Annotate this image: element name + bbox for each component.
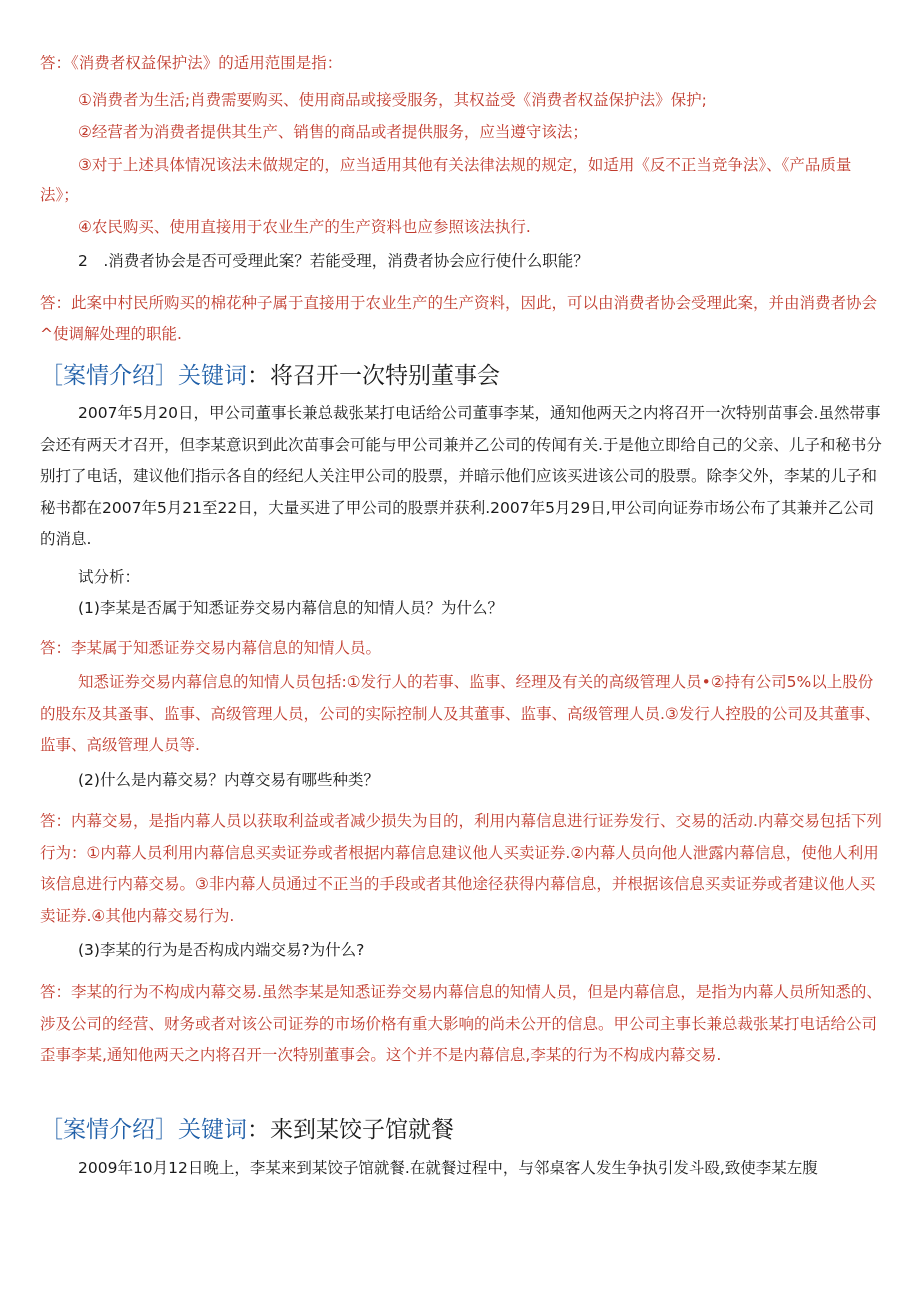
case-title: ：来到某饺子馆就餐 — [247, 1117, 454, 1143]
answer-intro: 答：《消费者权益保护法》的适用范围是指： — [40, 54, 343, 72]
answer-2b: 答：内幕交易，是指内幕人员以获取利益或者减少损失为目的，利用内幕信息进行证券发行、交易的活动.内幕交易包括下列行为：①内幕人员利用内幕信息买卖证券或者根据内幕信息建议他人买卖证券.②内幕人员向他人泄露内幕信息，使他人利用该信息进行内幕交易。③非内幕人员通过不正当的手段或者其他途径获得内幕信息，并根据该信息买卖证券或者建议他人买卖证券.④其他内幕交易行为. — [40, 812, 882, 925]
case-intro: 2007年5月20日，甲公司董事长兼总裁张某打电话给公司董事李某，通知他两天之内将召开一次特别苗事会.虽然帯事会还有两天才召开，但李某意识到此次苗事会可能与甲公司兼并乙公司的传闻有关.于是他立即给自己的父亲、儿子和秘书分别打了电话，建议他们指示各自的经纪人关注甲公司的股票，并暗示他们应该买进该公司的股票。除李父外，李某的儿子和秘书都在2007年5月21至22日，大量买进了甲公司的股票并获利.2007年5月29日,甲公司向证券市场公布了其兼并乙公司的消息. — [40, 404, 882, 548]
case-heading-2 — [40, 1114, 880, 1146]
analyze-label: 试分析： — [78, 568, 141, 586]
case-tag: ［案情介绍］关键词 — [40, 363, 247, 389]
case-tag: ［案情介绍］关键词 — [40, 1117, 247, 1143]
answer-item-1: ①消费者为生活;肖费需要购买、使用商品或接受服务，其权益受《消费者权益保护法》保护; — [78, 91, 707, 109]
question-1: (1)李某是否属于知悉证券交易内幕信息的知情人员？为什么？ — [78, 599, 503, 617]
answer-2: 答：此案中村民所购买的棉花种子属于直接用于农业生产的生产资料，因此，可以由消费者协会受理此案，并由消费者协会^使调解处理的职能. — [40, 294, 878, 343]
answer-1-line1: 答：李某属于知悉证券交易内幕信息的知情人员。 — [40, 639, 382, 657]
question-2: 2 .消费者协会是否可受理此案？若能受理，消费者协会应行使什么职能？ — [78, 252, 589, 270]
answer-item-3: ③对于上述具体情况该法未做规定的，应当适用其他有关法律法规的规定，如适用《反不正当竞争法》、《产品质量法》； — [40, 156, 852, 204]
answer-1-line2: 知悉证券交易内幕信息的知情人员包括:①发行人的若事、监事、经理及有关的高级管理人员•②持有公司5%以上股份的股东及其蚤事、监事、高级管理人员，公司的实际控制人及其董事、监事、高级管理人员.③发行人控股的公司及其董事、监事、高级管理人员等. — [40, 673, 881, 754]
case-title: ：将召开一次特别董事会 — [247, 363, 500, 389]
case-intro-2: 2009年10月12日晚上，李某来到某饺子馆就餐.在就餐过程中，与邻桌客人发生争执引发斗殴,致使李某左腹 — [78, 1159, 818, 1177]
answer-3: 答：李某的行为不构成内幕交易.虽然李某是知悉证券交易内幕信息的知情人员，但是内幕信息，是指为内幕人员所知悉的、涉及公司的经营、财务或者对该公司证券的市场价格有重大影响的尚未公开的信息。甲公司主事长兼总裁张某打电话给公司歪事李某,通知他两天之内将召开一次特别董事会。这个并不是内幕信息,李某的行为不构成内幕交易. — [40, 983, 882, 1064]
answer-item-4: ④农民购买、使用直接用于农业生产的生产资料也应参照该法执行. — [78, 218, 531, 236]
case-heading-1 — [40, 360, 880, 392]
question-2b: (2)什么是内幕交易？内尊交易有哪些种类？ — [78, 771, 379, 789]
question-3: (3)李某的行为是否构成内端交易?为什么? — [78, 941, 365, 959]
answer-item-2: ②经营者为消费者提供其生产、销售的商品或者提供服务，应当遵守该法； — [78, 123, 588, 141]
